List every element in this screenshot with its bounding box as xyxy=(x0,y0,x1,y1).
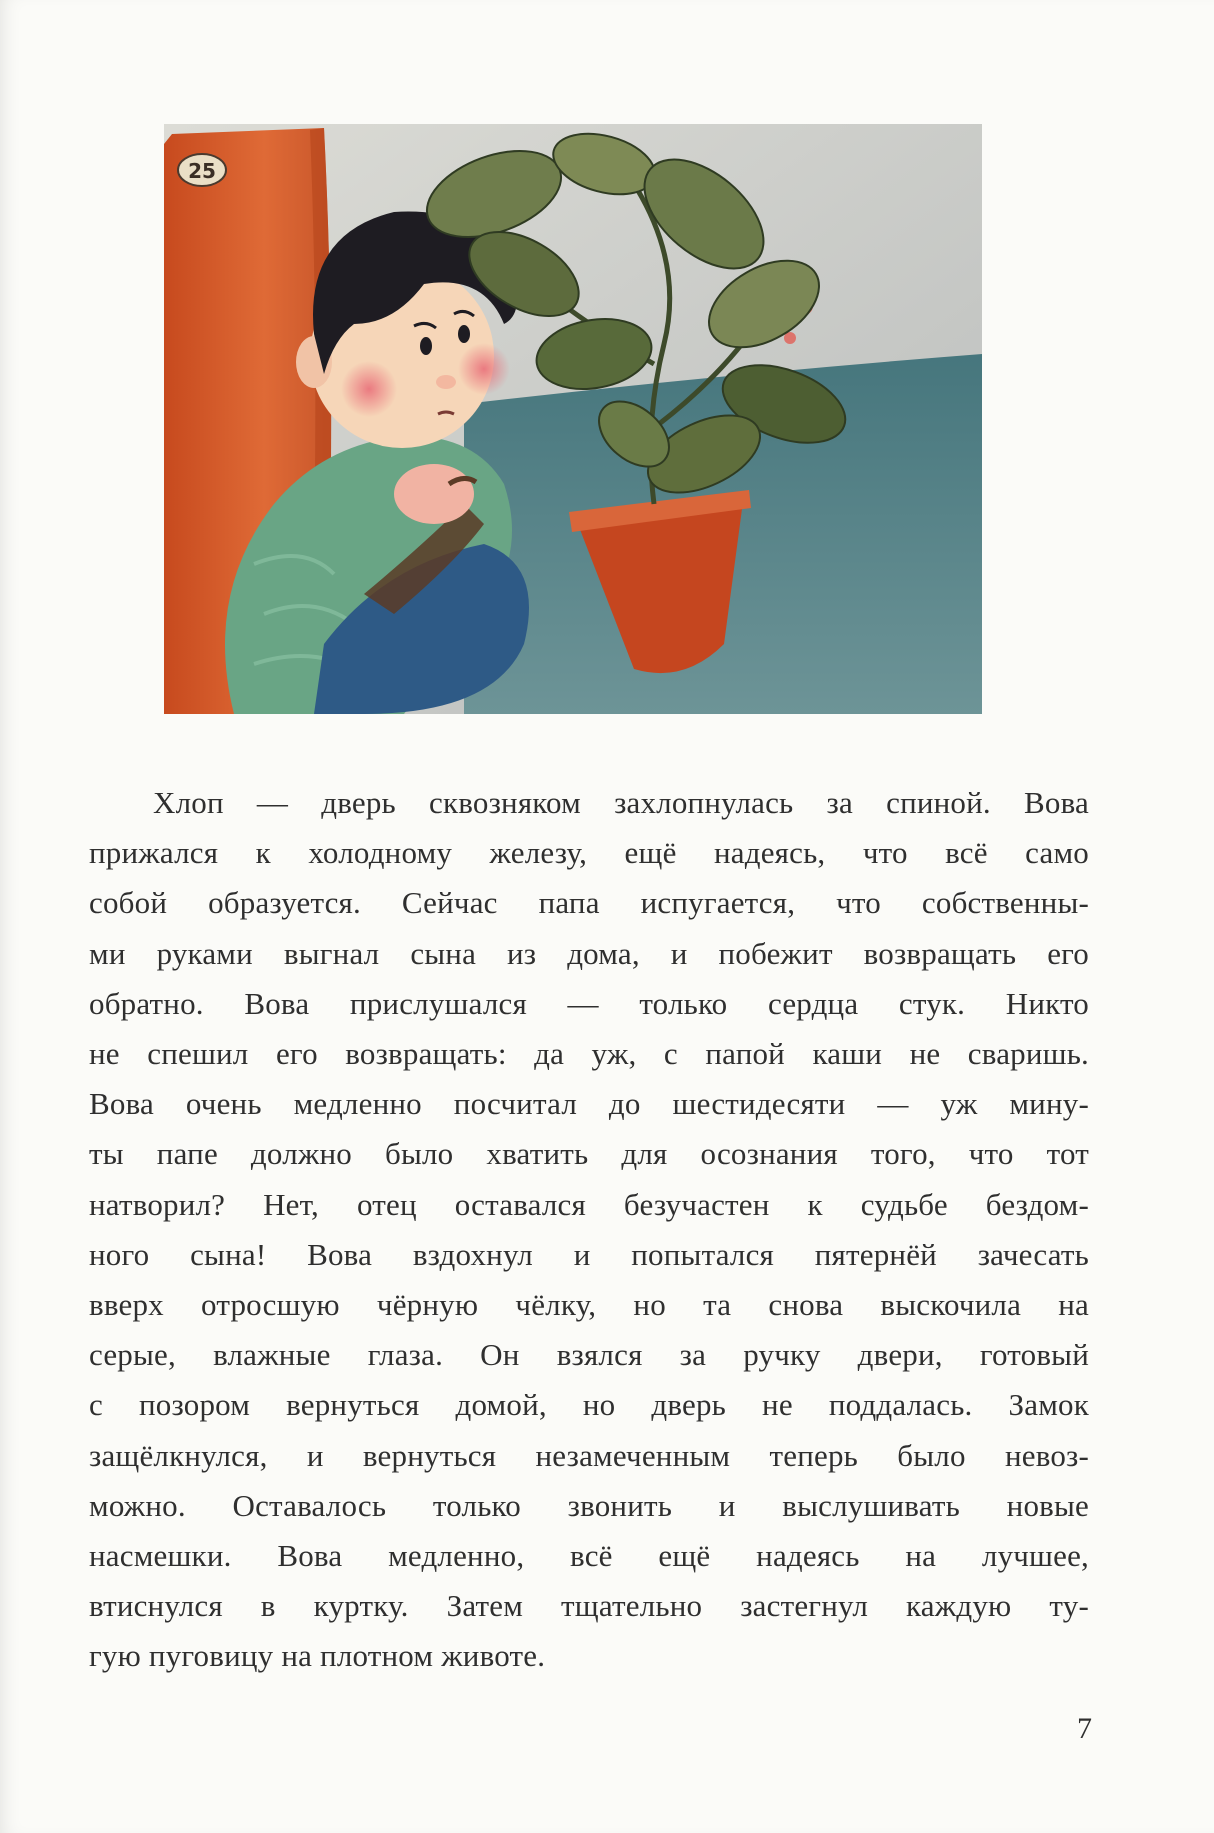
text-line: вверх отросшую чёрную чёлку, но та снова выскочила на xyxy=(89,1287,1089,1323)
text-line: серые, влажные глаза. Он взялся за ручку двери, готовый xyxy=(89,1337,1089,1373)
text-line: втиснулся в куртку. Затем тщательно застегнул каждую ту- xyxy=(89,1588,1089,1624)
page-number: 7 xyxy=(1077,1712,1092,1745)
text-line: с позором вернуться домой, но дверь не поддалась. Замок xyxy=(89,1387,1089,1423)
illustration-svg xyxy=(164,124,982,714)
boy-eye-right xyxy=(458,325,470,343)
door-number-badge xyxy=(178,154,226,186)
door-number-text: 25 xyxy=(188,159,216,183)
text-line: Хлоп — дверь сквозняком захлопнулась за спиной. Вова xyxy=(153,785,1089,820)
text-line: защёлкнулся, и вернуться незамеченным теперь было невоз- xyxy=(89,1437,1089,1473)
text-line: можно. Оставалось только звонить и выслушивать новые xyxy=(89,1487,1089,1523)
story-paragraph xyxy=(89,778,1089,1682)
text-line: натворил? Нет, отец оставался безучастен к судьбе бездом- xyxy=(89,1186,1089,1222)
text-line: ного сына! Вова вздохнул и попытался пятернёй зачесать xyxy=(89,1236,1089,1272)
text-line: прижался к холодному железу, ещё надеясь, что всё само xyxy=(89,835,1089,871)
text-line: насмешки. Вова медленно, всё ещё надеясь на лучшее, xyxy=(89,1538,1089,1574)
text-line: Вова очень медленно посчитал до шестидесяти — уж мину- xyxy=(89,1086,1089,1122)
text-line: не спешил его возвращать: да уж, с папой каши не сваришь. xyxy=(89,1036,1089,1072)
text-line: собой образуется. Сейчас папа испугается, что собственны- xyxy=(89,885,1089,921)
illustration-boy-with-plant xyxy=(164,124,982,714)
text-line: ми руками выгнал сына из дома, и побежит возвращать его xyxy=(89,935,1089,971)
boy-eye-left xyxy=(420,337,432,355)
text-line: обратно. Вова прислушался — только сердца стук. Никто xyxy=(89,985,1089,1021)
boy-hands xyxy=(394,464,474,524)
text-line: ты папе должно было хватить для осознания того, что тот xyxy=(89,1136,1089,1172)
text-line: гую пуговицу на плотном животе. xyxy=(89,1638,546,1674)
